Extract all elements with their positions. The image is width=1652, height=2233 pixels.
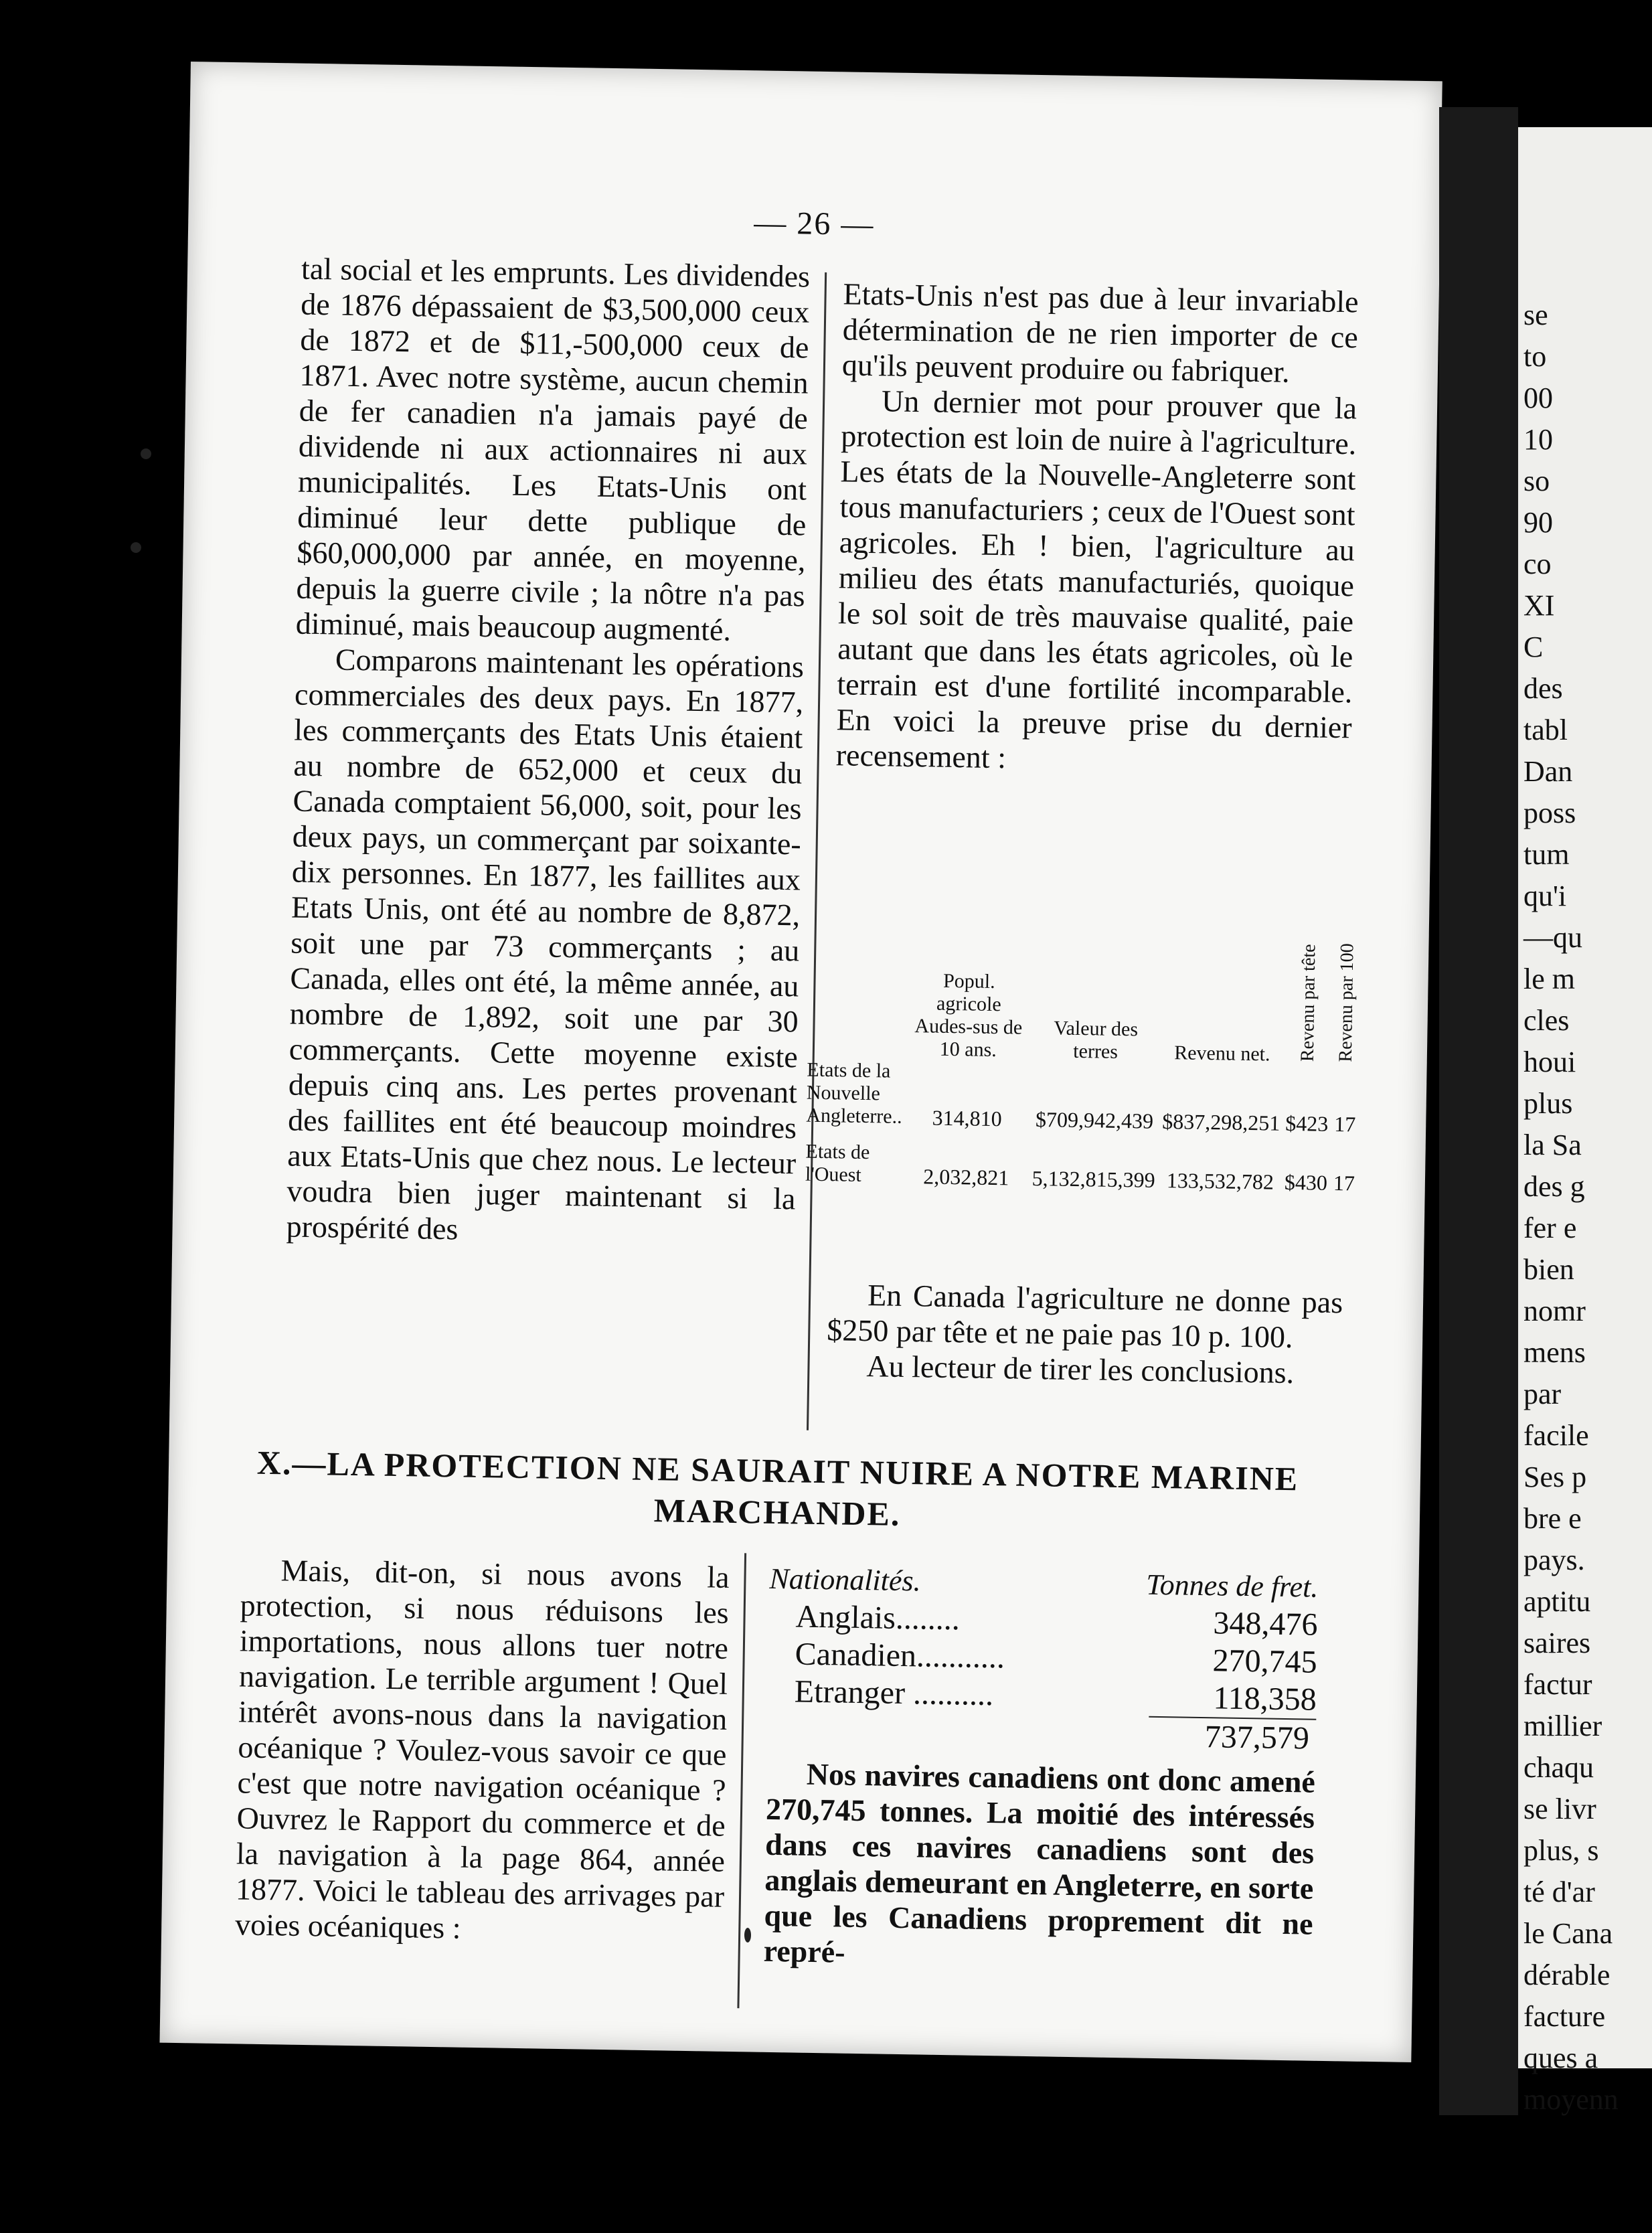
table-header: Revenu par tête — [1297, 943, 1320, 1062]
paragraph: Au lecteur de tirer les conclusions. — [866, 1349, 1295, 1390]
text-fragment: facile — [1523, 1419, 1589, 1452]
text-fragment: par — [1523, 1378, 1562, 1410]
table-cell: 5,132,815,399 — [1031, 1166, 1155, 1193]
header-nationalites: Nationalités. — [769, 1562, 921, 1598]
text-fragment: 00 — [1523, 382, 1553, 414]
table-cell: 2,032,821 — [923, 1164, 1009, 1190]
table-cell: 314,810 — [932, 1105, 1002, 1131]
shipping-table — [767, 1560, 1319, 1758]
text-fragment: pays. — [1523, 1544, 1585, 1576]
text-fragment: bien — [1523, 1253, 1574, 1286]
paragraph: Mais, dit-on, si nous avons la protection, si nous réduisons les importations, nous allons tuer notre navigation. Le terrible argument ! Quel intérêt avons-nous dans la navigation océanique ? Voulez-vous savoir ce que c'est que notre navigation océanique ? Ouvrez le Rapport du commerce et de la navigation à la page 864, année 1877. Voici le tableau des arrivages par voies océaniques : — [234, 1553, 730, 1945]
text-fragment: qu'i — [1523, 880, 1567, 912]
text-fragment: so — [1523, 465, 1550, 497]
text-fragment: dérable — [1523, 1959, 1610, 1991]
text-fragment: Dan — [1523, 755, 1573, 788]
text-fragment: tabl — [1523, 714, 1568, 746]
table-cell: 17 — [1333, 1171, 1355, 1195]
tonnage: 348,476 — [1213, 1605, 1318, 1643]
table-row — [803, 1059, 1359, 1136]
table-cell: $423 — [1285, 1111, 1329, 1137]
table-header-row — [805, 935, 1362, 1068]
table-header: Revenu net. — [1173, 1042, 1270, 1066]
text-fragment: Ses p — [1523, 1461, 1587, 1493]
text-fragment: tum — [1523, 838, 1570, 871]
text-fragment: ques a — [1523, 2042, 1598, 2074]
text-fragment: nomr — [1523, 1295, 1586, 1327]
text-fragment: se livr — [1523, 1793, 1596, 1825]
book-page — [160, 62, 1442, 2062]
row-label: Etats de l'Ouest — [805, 1140, 870, 1187]
table-cell: $837,298,251 — [1162, 1109, 1281, 1136]
text-fragment: le m — [1523, 963, 1575, 995]
text-fragment: des — [1523, 672, 1563, 705]
text-fragment: des g — [1523, 1170, 1585, 1203]
paragraph: Comparons maintenant les opérations commerciales des deux pays. En 1877, les commerçants des Etats Unis étaient au nombre de 652,000 et ceux du Canada comptaient 56,000, soit, pour les deux pays, un commerçant par soixante-dix personnes. En 1877, les faillites aux Etats Unis, ont été au nombre de 8,872, soit une par 73 commerçants ; au Canada, elles ont été, la même année, au nombre de 1,892, soit une par 30 commerçants. Cette moyenne existe depuis cinq ans. Les pertes provenant des faillites ent été beaucoup moindres aux Etats-Unis que chez nous. Le lecteur voudra bien juger maintenant si la prospérité des — [286, 642, 805, 1246]
scan-speck — [141, 448, 151, 459]
text-fragment: XI — [1523, 589, 1555, 622]
header-tonnes: Tonnes de fret. — [1145, 1568, 1319, 1604]
text-fragment: houi — [1523, 1046, 1576, 1078]
text-fragment: plus — [1523, 1087, 1573, 1120]
table-header: Revenu par 100 — [1335, 943, 1358, 1062]
scan-speck — [131, 542, 141, 553]
text-fragment: saires — [1523, 1627, 1591, 1659]
text-fragment: la Sa — [1523, 1129, 1582, 1161]
text-fragment: plus, s — [1523, 1834, 1599, 1867]
paragraph: Un dernier mot pour prouver que la protection est loin de nuire à l'agriculture. Les états de la Nouvelle-Angleterre sont tous manufacturiers ; ceux de l'Ouest sont agricoles. Eh ! bien, l'agriculture au milieu des états manufacturiés, quoique le sol soit de très mauvaise qualité, paie autant que dans les états agricoles, où le terrain est d'une fortilité incomparable. En voici la preuve prise du dernier recensement : — [835, 384, 1357, 775]
text-fragment: chaqu — [1523, 1751, 1594, 1784]
column-left-bottom — [235, 1552, 730, 1949]
scan-speck — [744, 1928, 751, 1942]
tonnage: 118,358 — [1213, 1680, 1317, 1718]
column-right-bottom — [763, 1560, 1318, 1977]
text-fragment: factur — [1523, 1668, 1592, 1701]
text-fragment: bre e — [1523, 1502, 1582, 1535]
text-fragment: se — [1523, 299, 1548, 331]
text-fragment: to — [1523, 340, 1547, 373]
text-fragment: 10 — [1523, 423, 1553, 456]
tonnage: 270,745 — [1212, 1643, 1318, 1680]
text-fragment: aptitu — [1523, 1585, 1591, 1618]
shipping-total: 737,579 — [1148, 1716, 1316, 1758]
table-cell: $709,942,439 — [1035, 1107, 1154, 1134]
table-cell: 17 — [1333, 1112, 1356, 1137]
paragraph: tal social et les emprunts. Les dividendes de 1876 dépassaient de $3,500,000 ceux de 1872 et de $11,-500,000 ceux de 1871. Avec notre système, aucun chemin de fer canadien n'a jamais payé de dividende ni aux actionnaires ni aux municipalités. Les Etats-Unis ont diminué leur dette publique de $60,000,000 par année, en moyenne, depuis la guerre civile ; la nôtre n'a pas diminué, mais beaucoup augmenté. — [295, 251, 811, 647]
text-fragment: facture — [1523, 2000, 1606, 2033]
text-fragment: C — [1523, 631, 1544, 663]
text-fragment: fer e — [1523, 1212, 1577, 1244]
census-table — [803, 935, 1362, 1195]
shipping-row — [767, 1673, 1317, 1719]
nationality: Etranger — [794, 1673, 906, 1712]
paragraph: En Canada l'agriculture ne donne pas $250 par tête et ne paie pas 10 p. 100. — [826, 1278, 1343, 1355]
text-fragment: le Cana — [1523, 1917, 1613, 1950]
column-divider — [807, 272, 827, 1430]
leader-dots: .......... — [904, 1675, 994, 1713]
table-cell: 133,532,782 — [1166, 1168, 1274, 1194]
row-label: Etats de la Nouvelle Angleterre.. — [806, 1058, 902, 1129]
book-gutter — [1439, 107, 1518, 2115]
leader-dots: ........ — [895, 1600, 961, 1637]
text-fragment: moyenn — [1523, 2083, 1619, 2116]
section-heading: X.—LA PROTECTION NE SAURAIT NUIRE A NOTRE MARINE MARCHANDE. — [256, 1443, 1299, 1533]
table-cell: $430 — [1284, 1170, 1328, 1195]
paragraph: Etats-Unis n'est pas due à leur invariable détermination de ne rien importer de ce qu'ils peuvent produire ou fabriquer. — [841, 276, 1359, 389]
column-right-after-table — [826, 1276, 1343, 1391]
text-fragment: 90 — [1523, 506, 1553, 539]
paragraph: Nos navires canadiens ont donc amené 270,745 tonnes. La moitié des intéressés dans ces navires canadiens sont des anglais demeurant en Angleterre, en sorte que les Canadiens proprement dit ne repré- — [763, 1756, 1316, 1969]
text-fragment: co — [1523, 548, 1552, 580]
text-fragment: —qu — [1523, 921, 1582, 954]
column-right-top — [835, 276, 1359, 780]
next-page-edge — [1518, 127, 1652, 2116]
page-number: — 26 — — [753, 205, 875, 243]
table-header: Valeur des terres — [1054, 1017, 1139, 1064]
nationality: Anglais — [795, 1598, 896, 1636]
table-row — [803, 1127, 1359, 1195]
leader-dots: ........... — [916, 1638, 1005, 1675]
text-fragment: té d'ar — [1523, 1876, 1595, 1908]
text-fragment: mens — [1523, 1336, 1586, 1369]
table-header: Popul. agricole Audes-sus de 10 ans. — [914, 970, 1023, 1062]
text-fragment: millier — [1523, 1710, 1602, 1742]
text-fragment: cles — [1523, 1004, 1570, 1037]
nationality: Canadien — [795, 1636, 917, 1674]
column-left-top — [286, 251, 810, 1252]
text-fragment: poss — [1523, 797, 1576, 829]
